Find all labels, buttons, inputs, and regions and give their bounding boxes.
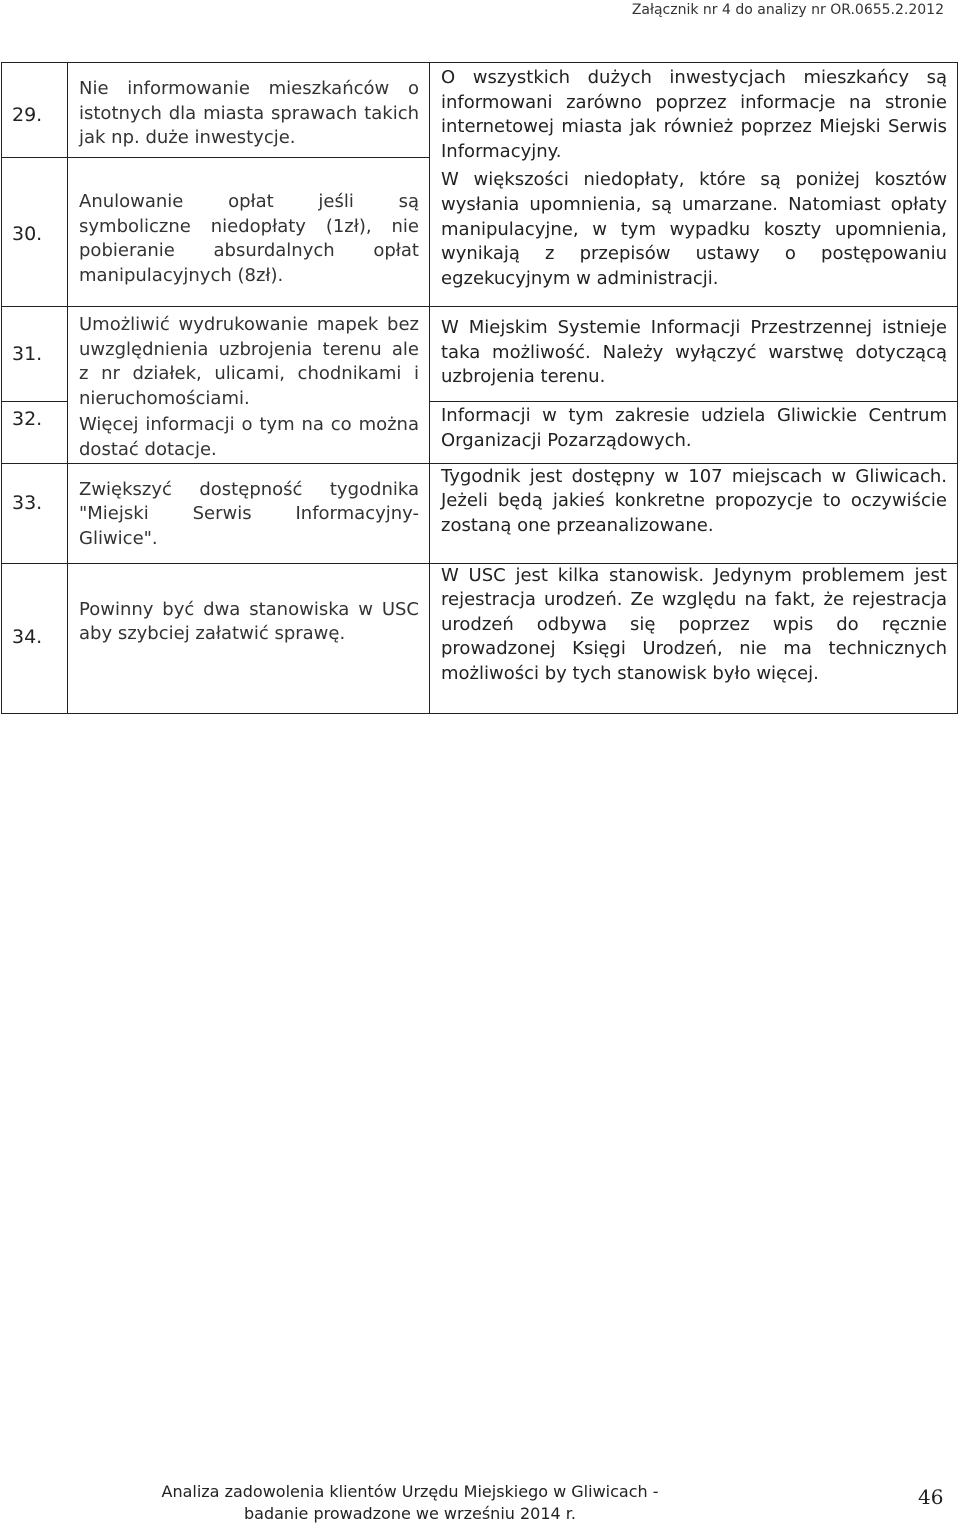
- table-row: [2, 463, 958, 563]
- row-number: 30.: [2, 158, 68, 307]
- issue-cell: Nie informowanie mieszkańców o istotnych dla miasta sprawach takich jak np. duże inwestycje.: [68, 63, 430, 158]
- row-number: 33.: [2, 463, 68, 563]
- row-number: 29.: [2, 63, 68, 158]
- answer-cell: W Miejskim Systemie Informacji Przestrzennej istnieje taka możliwość. Należy wyłączyć warstwę dotyczącą uzbrojenia terenu.: [430, 307, 958, 402]
- answer-cell: O wszystkich dużych inwestycjach mieszkańcy są informowani zarówno poprzez informacje na stronie internetowej miasta jak również poprzez Miejski Serwis Informacyjny. W większości niedopłaty, które są poniżej kosztów wysłania upomnienia, są umarzane. Natomiast opłaty manipulacyjne, w tym wypadku koszty upomnienia, wynikają z przepisów ustawy o postępowaniu egzekucyjnym w administracji.: [430, 63, 958, 307]
- issue-cell: Powinny być dwa stanowiska w USC aby szybciej załatwić sprawę.: [68, 563, 430, 713]
- table-row: [2, 307, 958, 402]
- row-number: 32.: [2, 402, 68, 463]
- responses-table: [1, 62, 958, 714]
- attachment-header: Załącznik nr 4 do analizy nr OR.0655.2.2012: [631, 2, 944, 18]
- answer-row-30: W większości niedopłaty, które są poniżej kosztów wysłania upomnienia, są umarzane. Natomiast opłaty manipulacyjne, w tym wypadku koszty upomnienia, wynikają z przepisów ustawy o postępowaniu egzekucyjnym w administracji.: [441, 169, 947, 289]
- footer-line-1: Analiza zadowolenia klientów Urzędu Miejskiego w Gliwicach -: [161, 1482, 659, 1501]
- issue-row-32: Więcej informacji o tym na co można dostać dotacje.: [79, 414, 419, 460]
- issue-cell: Zwiększyć dostępność tygodnika "Miejski Serwis Informacyjny-Gliwice".: [68, 463, 430, 563]
- issue-cell: Umożliwić wydrukowanie mapek bez uwzględnienia uzbrojenia terenu ale z nr działek, ulicami, chodnikami i nieruchomościami. Więcej informacji o tym na co można dostać dotacje.: [68, 307, 430, 464]
- answer-cell: Informacji w tym zakresie udziela Gliwickie Centrum Organizacji Pozarządowych.: [430, 402, 958, 463]
- table-row: [2, 63, 958, 158]
- issue-cell: Anulowanie opłat jeśli są symboliczne niedopłaty (1zł), nie pobieranie absurdalnych opłat manipulacyjnych (8zł).: [68, 158, 430, 307]
- footer-line-2: badanie prowadzone we wrześniu 2014 r.: [244, 1504, 576, 1523]
- table-row: [2, 563, 958, 713]
- row-number: 31.: [2, 307, 68, 402]
- document-footer: [0, 1481, 820, 1525]
- row-number: 34.: [2, 563, 68, 713]
- page-number: 46: [918, 1485, 944, 1509]
- answer-cell: W USC jest kilka stanowisk. Jedynym problemem jest rejestracja urodzeń. Ze względu na fakt, że rejestracja urodzeń odbywa się poprzez wpis do ręcznie prowadzonej Księgi Urodzeń, nie ma technicznych możliwości by tych stanowisk było więcej.: [430, 563, 958, 713]
- answer-cell: Tygodnik jest dostępny w 107 miejscach w Gliwicach. Jeżeli będą jakieś konkretne propozycje to oczywiście zostaną one przeanalizowane.: [430, 463, 958, 563]
